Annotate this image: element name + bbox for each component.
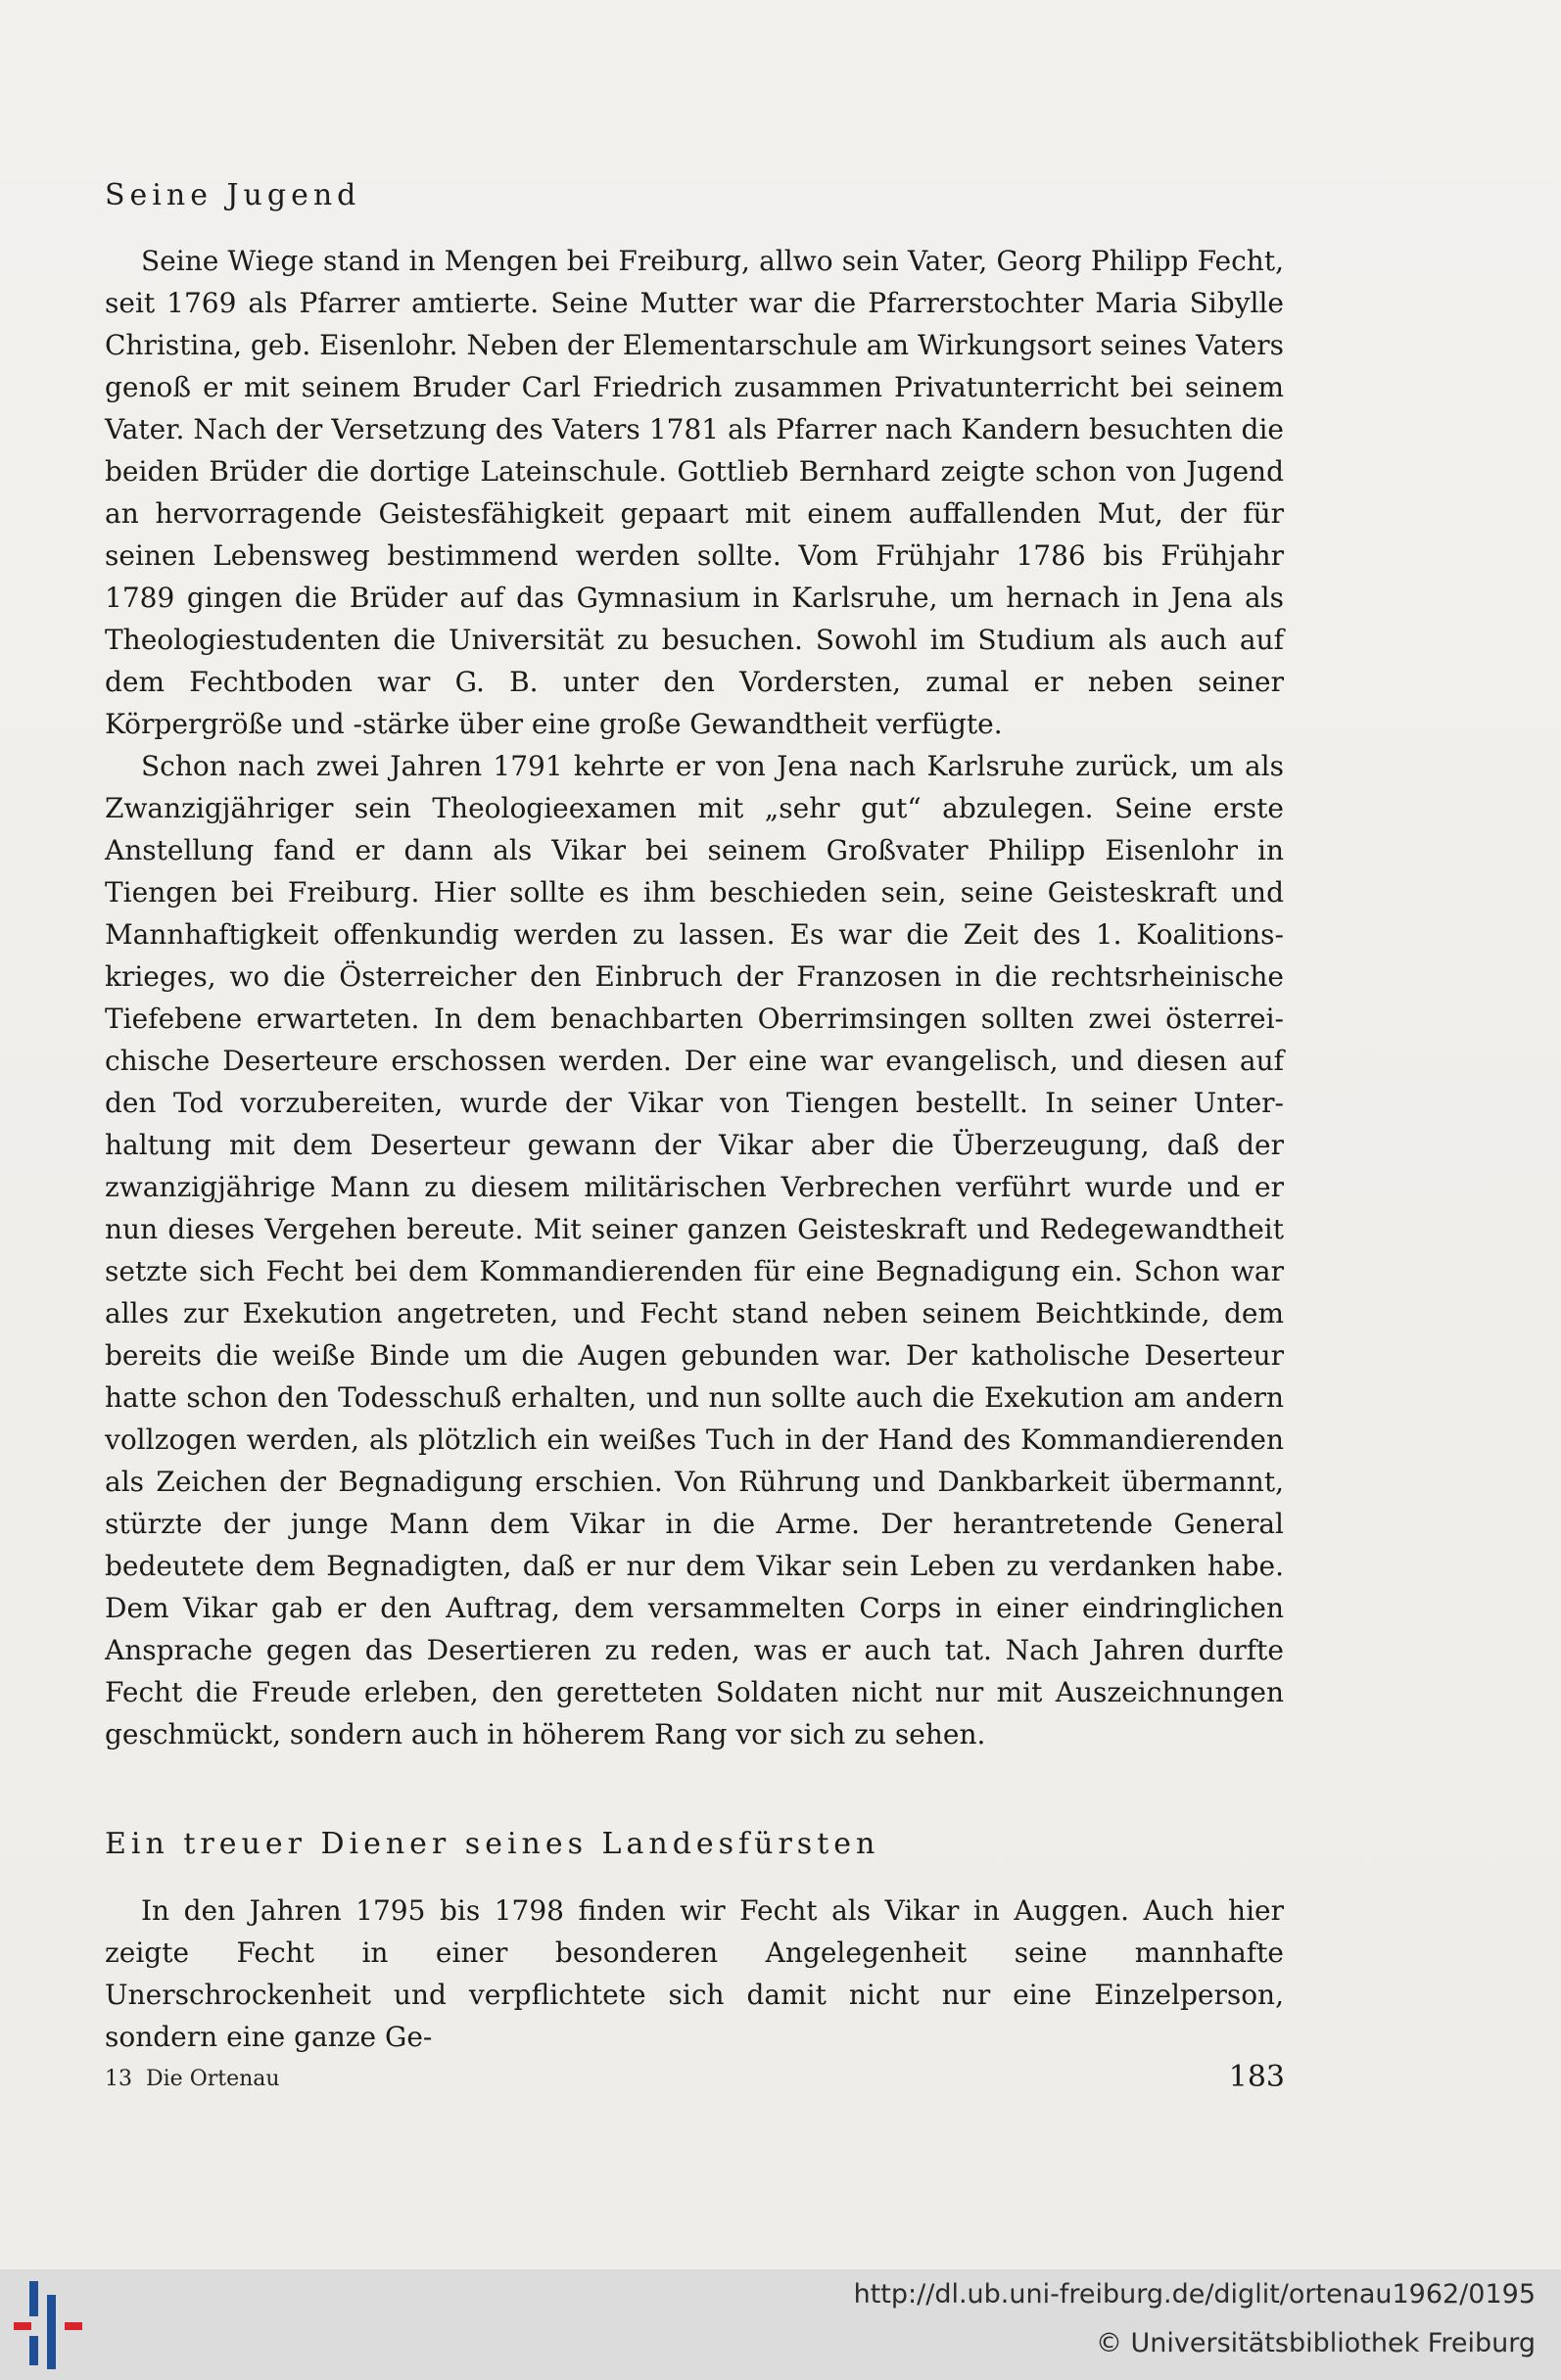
library-footer-bar: [0, 2269, 1561, 2380]
paragraph: In den Jahren 1795 bis 1798 finden wir Fecht als Vikar in Auggen. Auch hier zeigte Fecht in einer besonderen Angelegenheit seine mannhafte Unerschrockenheit und verpflichtete sich damit nicht nur eine Einzelperson, sondern eine ganze Ge-: [105, 1894, 1284, 2053]
section-body-ein-treuer-diener: [105, 1890, 1284, 2058]
page-number: 183: [1228, 2060, 1285, 2094]
section-heading-seine-jugend: Seine Jugend: [105, 178, 361, 212]
signature-number: 13: [105, 2067, 132, 2091]
signature-title: Die Ortenau: [146, 2067, 280, 2091]
library-logo-icon: [14, 2281, 96, 2369]
section-body-seine-jugend: [105, 240, 1284, 1755]
copyright-notice: © Universitätsbibliothek Freiburg: [1095, 2328, 1536, 2358]
paragraph: Seine Wiege stand in Mengen bei Freiburg, allwo sein Vater, Georg Philipp Fecht, seit 1769 als Pfarrer amtierte. Seine Mutter war die Pfarrerstochter Maria Sibylle Christina, geb. Eisenlohr. Neben der Elementarschule am Wirkungsort seines Vaters genoß er mit seinem Bruder Carl Friedrich zusammen Privatunterricht bei seinem Vater. Nach der Versetzung des Vaters 1781 als Pfarrer nach Kandern besuchten die beiden Brüder die dortige Lateinschule. Gottlieb Bernhard zeigte schon von Jugend an hervorragende Geistesfähigkeit gepaart mit einem auffallenden Mut, der für seinen Lebensweg bestimmend werden sollte. Vom Frühjahr 1786 bis Frühjahr 1789 gingen die Brüder auf das Gymnasium in Karlsruhe, um hernach in Jena als Theologiestudenten die Universität zu besuchen. Sowohl im Studium als auch auf dem Fechtboden war G. B. unter den Vordersten, zumal er neben seiner Körpergröße und -stärke über eine große Gewandtheit verfügte.: [105, 245, 1284, 740]
signature-line: [105, 2067, 280, 2091]
section-heading-ein-treuer-diener: Ein treuer Diener seines Landesfürsten: [105, 1827, 880, 1861]
paragraph: Schon nach zwei Jahren 1791 kehrte er von Jena nach Karlsruhe zurück, um als Zwanzigjähriger sein Theologieexamen mit „sehr gut“ abzulegen. Seine erste Anstellung fand er dann als Vikar bei seinem Großvater Philipp Eisenlohr in Tiengen bei Freiburg. Hier sollte es ihm beschieden sein, seine Geisteskraft und Mannhaftigkeit offenkundig werden zu lassen. Es war die Zeit des 1. Koalitionskrieges, wo die Österreicher den Einbruch der Franzosen in die rechtsrheinische Tiefebene erwarteten. In dem benachbarten Oberrimsingen sollten zwei österreichische Deserteure erschossen werden. Der eine war evangelisch, und diesen auf den Tod vorzubereiten, wurde der Vikar von Tiengen bestellt. In seiner Unterhaltung mit dem Deserteur gewann der Vikar aber die Überzeugung, daß der zwanzigjährige Mann zu diesem militärischen Verbrechen verführt wurde und er nun dieses Vergehen bereute. Mit seiner ganzen Geisteskraft und Redegewandtheit setzte sich Fecht bei dem Kommandierenden für eine Begnadigung ein. Schon war alles zur Exekution angetreten, und Fecht stand neben seinem Beichtkinde, dem bereits die weiße Binde um die Augen gebunden war. Der katholische Deserteur hatte schon den Todesschuß erhalten, und nun sollte auch die Exekution am andern vollzogen werden, als plötzlich ein weißes Tuch in der Hand des Kommandierenden als Zeichen der Begnadigung erschien. Von Rührung und Dankbarkeit übermannt, stürzte der junge Mann dem Vikar in die Arme. Der herantretende General bedeutete dem Begnadigten, daß er nur dem Vikar sein Leben zu verdanken habe. Dem Vikar gab er den Auftrag, dem versammelten Corps in einer eindringlichen Ansprache gegen das Desertieren zu reden, was er auch tat. Nach Jahren durfte Fecht die Freude erleben, den geretteten Soldaten nicht nur mit Auszeichnungen geschmückt, sondern auch in höherem Rang vor sich zu sehen.: [105, 750, 1284, 1750]
permalink-url[interactable]: http://dl.ub.uni-freiburg.de/diglit/ortenau1962/0195: [853, 2279, 1536, 2310]
